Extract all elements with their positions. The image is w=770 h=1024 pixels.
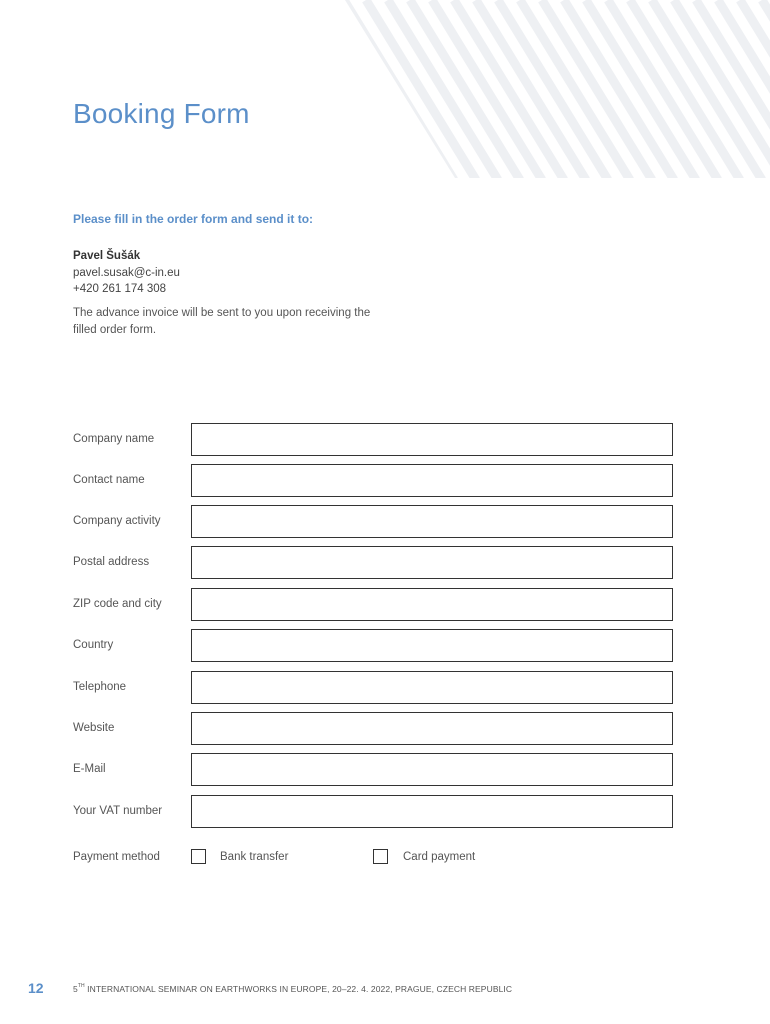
- contact-phone: +420 261 174 308: [73, 283, 167, 295]
- footer-text: [73, 984, 512, 994]
- decorative-stripes: [0, 0, 770, 180]
- zip-city-field[interactable]: [191, 588, 673, 621]
- telephone-label: Telephone: [73, 681, 127, 693]
- company-activity-label: Company activity: [73, 515, 161, 527]
- website-field[interactable]: [191, 712, 673, 745]
- bank-transfer-checkbox[interactable]: [191, 849, 206, 864]
- footer-ordinal: 5: [73, 984, 78, 994]
- form-row-vat-number: [73, 795, 675, 830]
- email-label: E-Mail: [73, 763, 106, 775]
- card-payment-checkbox[interactable]: [373, 849, 388, 864]
- website-label: Website: [73, 722, 115, 734]
- instruction-text: Please fill in the order form and send it to:: [73, 212, 314, 226]
- country-field[interactable]: [191, 629, 673, 662]
- card-payment-label: Card payment: [403, 851, 476, 863]
- contact-name-label: Contact name: [73, 474, 145, 486]
- postal-address-field[interactable]: [191, 546, 673, 579]
- company-name-field[interactable]: [191, 423, 673, 456]
- telephone-field[interactable]: [191, 671, 673, 704]
- contact-block: [73, 248, 180, 298]
- form-row-country: [73, 629, 675, 664]
- contact-name: Pavel Šušák: [73, 250, 141, 262]
- payment-method-row: [73, 848, 675, 868]
- footer-event-text: INTERNATIONAL SEMINAR ON EARTHWORKS IN EUROPE, 20–22. 4. 2022, PRAGUE, CZECH REPUBLIC: [84, 984, 513, 994]
- postal-address-label: Postal address: [73, 556, 150, 568]
- vat-number-label: Your VAT number: [73, 805, 163, 817]
- invoice-note: The advance invoice will be sent to you upon receiving the filled order form.: [73, 307, 371, 336]
- company-activity-field[interactable]: [191, 505, 673, 538]
- contact-name-field[interactable]: [191, 464, 673, 497]
- page-number: 12: [28, 980, 44, 996]
- contact-email: pavel.susak@c-in.eu: [73, 266, 180, 279]
- zip-city-label: ZIP code and city: [73, 598, 162, 610]
- form-row-company-activity: [73, 505, 675, 540]
- country-label: Country: [73, 639, 114, 651]
- form-row-company-name: [73, 423, 675, 458]
- form-row-postal-address: [73, 546, 675, 581]
- page-title: Booking Form: [73, 98, 250, 129]
- payment-method-label: Payment method: [73, 851, 160, 863]
- company-name-label: Company name: [73, 433, 155, 445]
- footer-ordinal-suffix: TH: [77, 983, 85, 989]
- bank-transfer-label: Bank transfer: [220, 851, 289, 863]
- form-row-zip-city: [73, 588, 675, 623]
- email-field[interactable]: [191, 753, 673, 786]
- form-row-contact-name: [73, 464, 675, 499]
- form-row-telephone: [73, 671, 675, 706]
- vat-number-field[interactable]: [191, 795, 673, 828]
- form-row-email: [73, 753, 675, 788]
- form-row-website: [73, 712, 675, 747]
